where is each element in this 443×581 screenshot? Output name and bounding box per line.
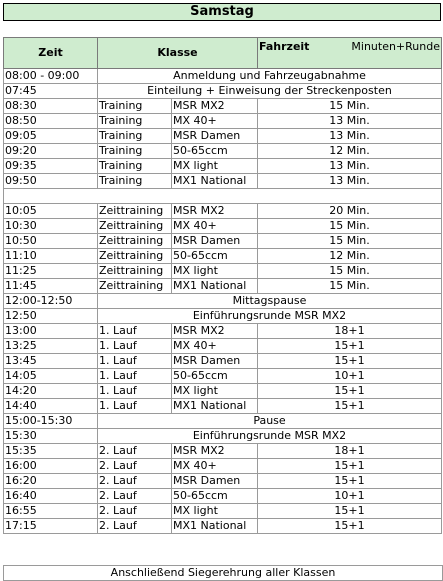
session-cell: 1. Lauf	[98, 399, 172, 414]
duration-cell: 13 Min.	[258, 114, 442, 129]
duration-cell: 10+1	[258, 489, 442, 504]
note-cell: Mittagspause	[98, 294, 442, 309]
header-minuten-label: Minuten+Runde	[351, 40, 440, 53]
time-cell: 15:30	[4, 429, 98, 444]
time-cell: 11:45	[4, 279, 98, 294]
session-cell: Training	[98, 114, 172, 129]
duration-cell: 15+1	[258, 384, 442, 399]
session-cell: Training	[98, 144, 172, 159]
spacer-row	[3, 21, 441, 37]
time-cell: 11:10	[4, 249, 98, 264]
session-cell: 1. Lauf	[98, 324, 172, 339]
time-cell: 08:50	[4, 114, 98, 129]
class-cell: MSR MX2	[172, 444, 258, 459]
duration-cell: 15 Min.	[258, 99, 442, 114]
duration-cell: 15+1	[258, 399, 442, 414]
class-cell: MX 40+	[172, 339, 258, 354]
header-row	[4, 38, 442, 69]
duration-cell: 15 Min.	[258, 219, 442, 234]
session-cell: 1. Lauf	[98, 339, 172, 354]
time-cell: 10:30	[4, 219, 98, 234]
class-cell: MSR Damen	[172, 354, 258, 369]
duration-cell: 15+1	[258, 339, 442, 354]
table-row	[4, 99, 442, 114]
table-row	[4, 249, 442, 264]
time-cell: 16:55	[4, 504, 98, 519]
duration-cell: 15+1	[258, 474, 442, 489]
class-cell: MX light	[172, 504, 258, 519]
table-row	[4, 384, 442, 399]
duration-cell: 15+1	[258, 459, 442, 474]
time-cell: 11:25	[4, 264, 98, 279]
time-cell: 13:00	[4, 324, 98, 339]
time-cell: 17:15	[4, 519, 98, 534]
note-cell: Einführungsrunde MSR MX2	[98, 429, 442, 444]
session-cell: 1. Lauf	[98, 354, 172, 369]
session-cell: 2. Lauf	[98, 459, 172, 474]
class-cell: MX1 National	[172, 399, 258, 414]
session-cell: Training	[98, 159, 172, 174]
class-cell: MX 40+	[172, 219, 258, 234]
time-cell: 15:00-15:30	[4, 414, 98, 429]
schedule-note-row	[4, 69, 442, 84]
table-row	[4, 264, 442, 279]
duration-cell: 10+1	[258, 369, 442, 384]
time-cell: 07:45	[4, 84, 98, 99]
class-cell: MX 40+	[172, 459, 258, 474]
table-row	[4, 129, 442, 144]
header-fahrzeit-label: Fahrzeit	[259, 40, 310, 53]
table-row	[4, 444, 442, 459]
class-cell: MSR Damen	[172, 474, 258, 489]
time-cell: 08:30	[4, 99, 98, 114]
page-title: Samstag	[3, 3, 441, 21]
class-cell: MX1 National	[172, 174, 258, 189]
table-row	[4, 204, 442, 219]
table-row	[4, 324, 442, 339]
class-cell: MSR Damen	[172, 234, 258, 249]
table-row	[4, 474, 442, 489]
time-cell: 09:50	[4, 174, 98, 189]
session-cell: Training	[98, 174, 172, 189]
note-cell: Einführungsrunde MSR MX2	[98, 309, 442, 324]
class-cell: MSR MX2	[172, 324, 258, 339]
session-cell: 2. Lauf	[98, 489, 172, 504]
time-cell: 15:35	[4, 444, 98, 459]
header-klasse: Klasse	[98, 38, 258, 69]
duration-cell: 15 Min.	[258, 234, 442, 249]
table-row	[4, 399, 442, 414]
session-cell: Zeittraining	[98, 234, 172, 249]
time-cell: 16:00	[4, 459, 98, 474]
table-row	[4, 144, 442, 159]
class-cell: MX light	[172, 264, 258, 279]
schedule-note-row	[4, 84, 442, 99]
class-cell: 50-65ccm	[172, 249, 258, 264]
session-cell: Zeittraining	[98, 204, 172, 219]
session-cell: 2. Lauf	[98, 474, 172, 489]
class-cell: MX1 National	[172, 279, 258, 294]
session-cell: 2. Lauf	[98, 504, 172, 519]
class-cell: MSR MX2	[172, 99, 258, 114]
session-cell: Zeittraining	[98, 264, 172, 279]
table-row	[4, 459, 442, 474]
class-cell: MX light	[172, 159, 258, 174]
session-cell: Training	[98, 129, 172, 144]
table-row	[4, 489, 442, 504]
session-cell: 1. Lauf	[98, 384, 172, 399]
duration-cell: 15 Min.	[258, 279, 442, 294]
class-cell: 50-65ccm	[172, 489, 258, 504]
schedule-sheet	[3, 3, 441, 578]
note-cell: Anmeldung und Fahrzeugabnahme	[98, 69, 442, 84]
table-row	[4, 219, 442, 234]
duration-cell: 18+1	[258, 324, 442, 339]
note-cell: Pause	[98, 414, 442, 429]
time-cell: 14:05	[4, 369, 98, 384]
session-cell: 1. Lauf	[98, 369, 172, 384]
duration-cell: 15 Min.	[258, 264, 442, 279]
duration-cell: 13 Min.	[258, 174, 442, 189]
header-fahrzeit	[258, 38, 442, 69]
table-row	[4, 159, 442, 174]
time-cell: 09:35	[4, 159, 98, 174]
header-zeit: Zeit	[4, 38, 98, 69]
table-row	[4, 519, 442, 534]
footer-note: Anschließend Siegerehrung aller Klassen	[3, 565, 443, 581]
schedule-note-row	[4, 429, 442, 444]
empty-cell	[4, 189, 442, 204]
time-cell: 16:20	[4, 474, 98, 489]
time-cell: 16:40	[4, 489, 98, 504]
table-row	[4, 114, 442, 129]
duration-cell: 20 Min.	[258, 204, 442, 219]
table-row	[4, 504, 442, 519]
session-cell: 2. Lauf	[98, 519, 172, 534]
duration-cell: 13 Min.	[258, 129, 442, 144]
time-cell: 10:50	[4, 234, 98, 249]
duration-cell: 12 Min.	[258, 249, 442, 264]
table-row	[4, 339, 442, 354]
session-cell: Training	[98, 99, 172, 114]
duration-cell: 15+1	[258, 354, 442, 369]
table-row	[4, 354, 442, 369]
time-cell: 14:20	[4, 384, 98, 399]
duration-cell: 15+1	[258, 519, 442, 534]
time-cell: 10:05	[4, 204, 98, 219]
schedule-body	[4, 38, 442, 534]
time-cell: 08:00 - 09:00	[4, 69, 98, 84]
note-cell: Einteilung + Einweisung der Streckenposten	[98, 84, 442, 99]
session-cell: Zeittraining	[98, 219, 172, 234]
class-cell: MSR Damen	[172, 129, 258, 144]
class-cell: 50-65ccm	[172, 144, 258, 159]
session-cell: 2. Lauf	[98, 444, 172, 459]
class-cell: MSR MX2	[172, 204, 258, 219]
table-row	[4, 279, 442, 294]
class-cell: MX 40+	[172, 114, 258, 129]
duration-cell: 15+1	[258, 504, 442, 519]
schedule-note-row	[4, 309, 442, 324]
schedule-note-row	[4, 414, 442, 429]
time-cell: 13:45	[4, 354, 98, 369]
table-row	[4, 234, 442, 249]
time-cell: 12:00-12:50	[4, 294, 98, 309]
duration-cell: 13 Min.	[258, 159, 442, 174]
class-cell: MX1 National	[172, 519, 258, 534]
session-cell: Zeittraining	[98, 279, 172, 294]
table-row	[4, 369, 442, 384]
time-cell: 09:20	[4, 144, 98, 159]
class-cell: MX light	[172, 384, 258, 399]
time-cell: 09:05	[4, 129, 98, 144]
time-cell: 14:40	[4, 399, 98, 414]
duration-cell: 18+1	[258, 444, 442, 459]
session-cell: Zeittraining	[98, 249, 172, 264]
class-cell: 50-65ccm	[172, 369, 258, 384]
schedule-note-row	[4, 294, 442, 309]
empty-row	[4, 189, 442, 204]
table-row	[4, 174, 442, 189]
duration-cell: 12 Min.	[258, 144, 442, 159]
schedule-table	[3, 37, 442, 534]
time-cell: 13:25	[4, 339, 98, 354]
time-cell: 12:50	[4, 309, 98, 324]
